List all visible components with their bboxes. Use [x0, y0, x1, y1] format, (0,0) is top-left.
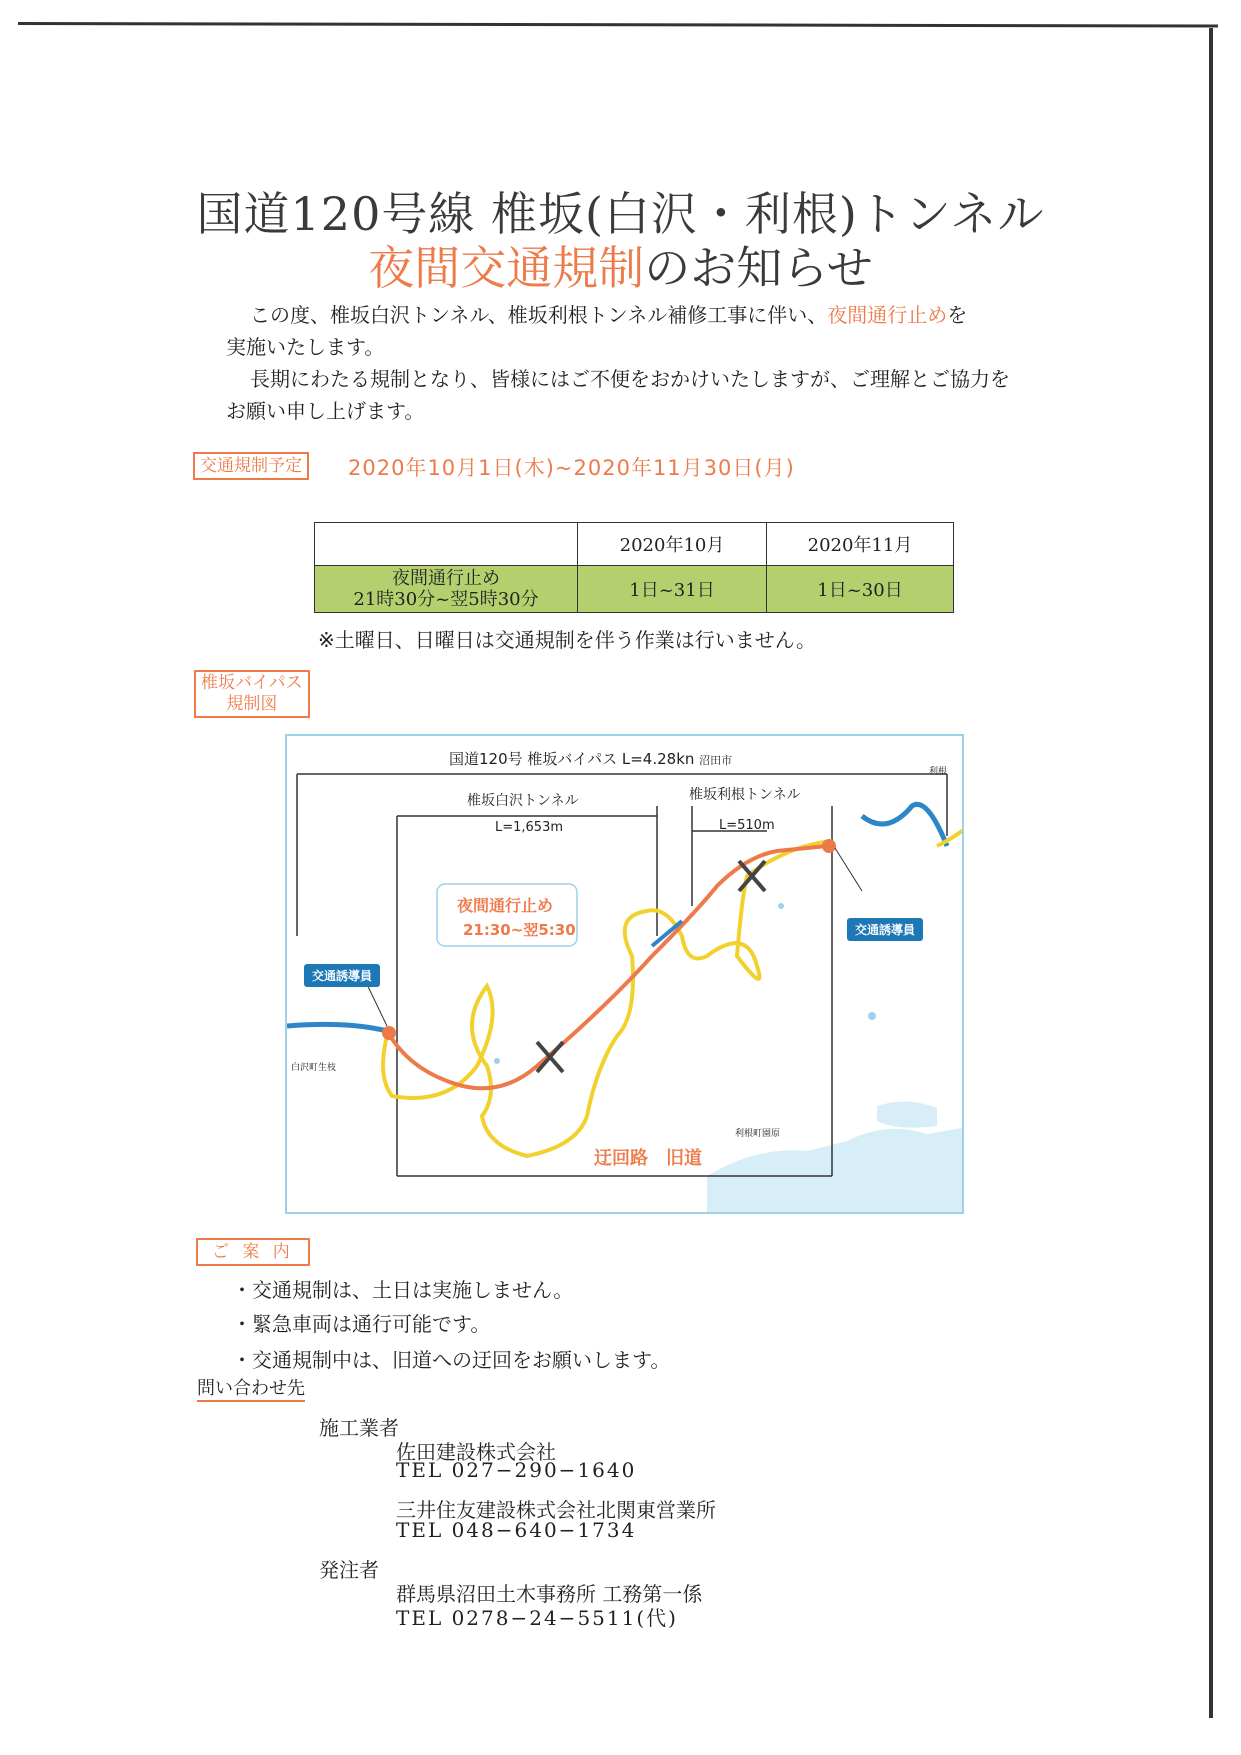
- company2-name: 三井住友建設株式会社北関東営業所: [396, 1498, 716, 1522]
- road-right-blue: [862, 804, 947, 846]
- regulation-map: [285, 734, 964, 1214]
- tunnel1-length: L=1,653m: [495, 820, 564, 835]
- company1-tel: TEL 027−290−1640: [396, 1458, 637, 1482]
- intro-line-2: 実施いたします。: [226, 335, 385, 359]
- table-row-label: [315, 566, 578, 613]
- guide-staff-left: 交通誘導員: [304, 964, 380, 987]
- notice-subtitle: [0, 232, 1241, 298]
- map-tag-line-1: 椎坂バイパス: [201, 673, 303, 693]
- map-header: [449, 748, 732, 769]
- closure-time: 21:30~翌5:30: [463, 921, 576, 939]
- tunnel1-name: 椎坂白沢トンネル: [467, 793, 579, 809]
- page-top-border: [18, 22, 1218, 28]
- table-header-row: [315, 523, 954, 566]
- table-header-nov: 2020年11月: [767, 523, 954, 566]
- contact-heading: 問い合わせ先: [197, 1374, 305, 1402]
- table-cell-nov: 1日~30日: [767, 566, 954, 613]
- intro-highlight: 夜間通行止め: [827, 303, 948, 327]
- row-label-line-2: 21時30分~翌5時30分: [353, 589, 539, 610]
- map-header-text: 国道120号 椎坂バイパス L=4.28kn: [449, 750, 695, 768]
- row-label-line-1: 夜間通行止め: [392, 568, 500, 589]
- water-area: [707, 1128, 962, 1212]
- intro-text-a: この度、椎坂白沢トンネル、椎坂利根トンネル補修工事に伴い、: [250, 303, 828, 327]
- client-tel: TEL 0278−24−5511(代): [396, 1606, 678, 1630]
- intro-line-1: [226, 299, 1026, 331]
- schedule-note: ※土曜日、日曜日は交通規制を伴う作業は行いません。: [318, 628, 816, 652]
- table-row: [315, 566, 954, 613]
- closure-point-left: [382, 1026, 396, 1040]
- table-header-oct: 2020年10月: [578, 523, 767, 566]
- company2-tel: TEL 048−640−1734: [396, 1518, 637, 1542]
- map-graphic: [287, 736, 962, 1212]
- table-cell-oct: 1日~31日: [578, 566, 767, 613]
- client-name: 群馬県沼田土木事務所 工務第一係: [396, 1582, 703, 1606]
- guide-item-3: ・交通規制中は、旧道への迂回をお願いします。: [232, 1348, 671, 1372]
- notice-title: 国道120号線 椎坂(白沢・利根)トンネル: [196, 187, 1045, 241]
- road-left-blue: [287, 1024, 387, 1031]
- dimension-lines: [297, 774, 947, 1176]
- closure-point-right: [822, 839, 836, 853]
- client-heading: 発注者: [319, 1558, 379, 1582]
- intro-line-3: 長期にわたる規制となり、皆様にはご不便をおかけいたしますが、ご理解とご協力を: [250, 367, 1010, 391]
- schedule-table: [314, 522, 954, 613]
- guide-staff-right: 交通誘導員: [847, 918, 923, 941]
- tunnel2-name: 椎坂利根トンネル: [689, 787, 801, 803]
- schedule-tag: 交通規制予定: [193, 452, 309, 480]
- map-tag-line-2: 規制図: [226, 694, 278, 714]
- map-city: 沼田市: [699, 754, 733, 767]
- contractor-heading: 施工業者: [319, 1416, 399, 1440]
- subtitle-rest: のお知らせ: [644, 241, 873, 295]
- tunnel2-length: L=510m: [719, 818, 775, 833]
- guide-item-2: ・緊急車両は通行可能です。: [232, 1312, 491, 1336]
- map-right-edge: 利根: [929, 767, 948, 777]
- water-pond: [877, 1101, 937, 1127]
- intro-text-b: を: [947, 303, 968, 327]
- area-bottom-label: 利根町園原: [735, 1129, 781, 1139]
- area-left-label: 白沢町生枝: [291, 1063, 337, 1073]
- table-corner-cell: [315, 523, 578, 566]
- guide-tag: ご 案 内: [196, 1238, 310, 1266]
- closure-label: 夜間通行止め: [457, 896, 554, 915]
- schedule-period: 2020年10月1日(木)~2020年11月30日(月): [348, 456, 795, 480]
- company1-name: 佐田建設株式会社: [396, 1440, 556, 1464]
- subtitle-highlight: 夜間交通規制: [368, 241, 645, 295]
- intro-line-4: お願い申し上げます。: [226, 399, 425, 423]
- guide-item-1: ・交通規制は、土日は実施しません。: [232, 1278, 574, 1302]
- intro-paragraph: [226, 299, 1026, 427]
- map-tag: [194, 670, 310, 718]
- detour-label: 迂回路 旧道: [594, 1148, 702, 1169]
